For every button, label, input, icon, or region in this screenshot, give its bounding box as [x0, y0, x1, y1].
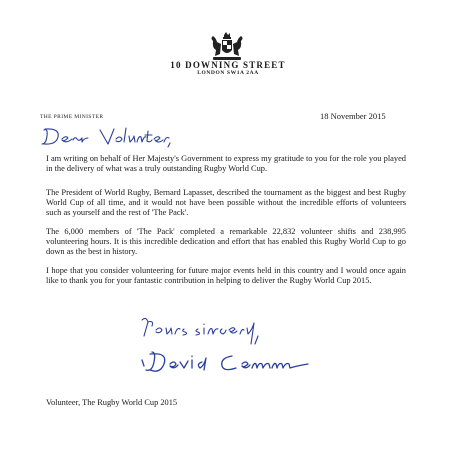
paragraph-3: The 6,000 members of 'The Pack' completed a remarkable 22,832 volunteer shifts and 238,995 volunteering hours. It is this incredible dedication and effort that has enabled this Rugby World Cup to go down as the best in history.	[46, 227, 406, 256]
address-line1: 10 DOWNING STREET	[170, 60, 286, 70]
signature	[138, 348, 328, 378]
handwritten-signoff	[138, 314, 288, 350]
address-line2: LONDON SW1A 2AA	[197, 70, 259, 76]
handwritten-salutation	[38, 124, 178, 150]
sender-title: THE PRIME MINISTER	[40, 114, 104, 120]
recipient-line: Volunteer, The Rugby World Cup 2015	[46, 398, 178, 407]
paragraph-4: I hope that you consider volunteering for future major events held in this country and I would once again like to thank you for your fantastic contribution in helping to deliver the Rugby World Cup 2015.	[46, 266, 406, 285]
letterhead-address	[120, 60, 336, 77]
paragraph-2: The President of World Rugby, Bernard Lapasset, described the tournament as the biggest and best Rugby World Cup of all time, and it would not have been possible without the incredible efforts of volunteers such as yourself and the rest of 'The Pack'.	[46, 188, 406, 217]
paragraph-1: I am writing on behalf of Her Majesty's Government to express my gratitude to you for the role you played in the delivery of what was a truly outstanding Rugby World Cup.	[46, 154, 406, 173]
royal-coat-of-arms-icon	[205, 32, 249, 62]
letter-date: 18 November 2015	[320, 111, 386, 121]
